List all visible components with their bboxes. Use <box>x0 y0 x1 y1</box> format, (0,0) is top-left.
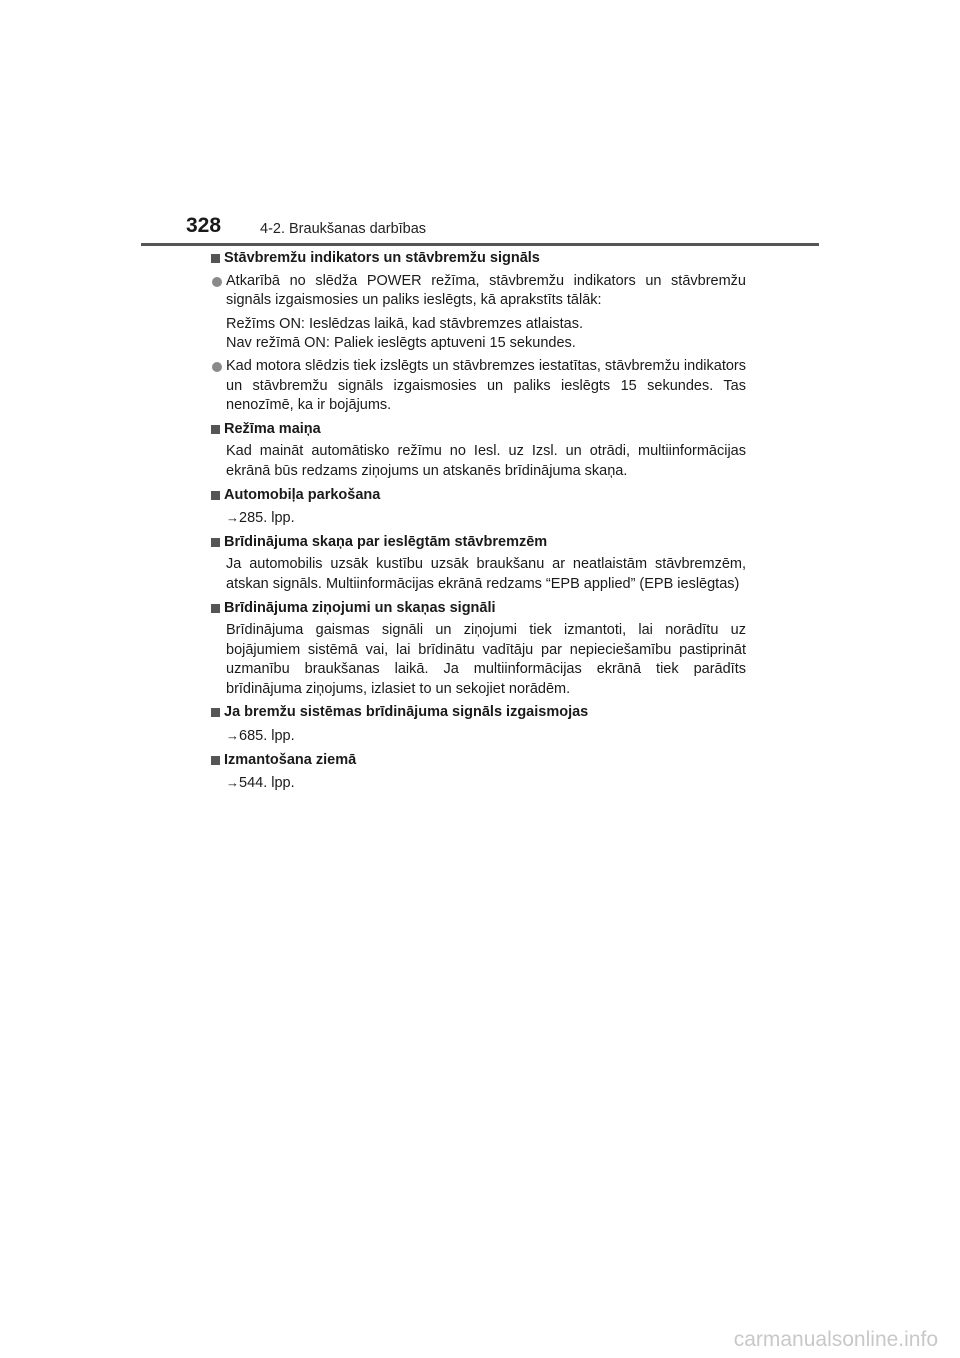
round-bullet-icon <box>212 277 222 287</box>
heading-text: Brīdinājuma ziņojumi un skaņas signāli <box>224 599 496 616</box>
section-text: Brīdinājuma gaismas signāli un ziņojumi tiek izmantoti, lai norādītu uz bojājumiem sistēmā vai, lai brīdinātu vadītāju par nepieciešamību pastiprināt uzmanību braukšanas laikā. Ja multiinformācijas ekrānā tiek parādīts brīdinājuma ziņojums, izlasiet to un sekojiet norādēm. <box>226 622 746 697</box>
section-heading <box>211 703 746 723</box>
heading-text: Režīma maiņa <box>224 420 321 437</box>
page-content <box>211 249 746 794</box>
mode-line: Režīms ON: Ieslēdzas laikā, kad stāvbremzes atlaistas. <box>226 315 583 332</box>
square-bullet-icon <box>211 756 220 765</box>
arrow-icon: → <box>226 510 239 526</box>
square-bullet-icon <box>211 491 220 500</box>
reference-text: 285. lpp. <box>239 510 295 527</box>
section-heading <box>211 249 746 269</box>
reference-text: 544. lpp. <box>239 775 295 792</box>
section-text: Kad maināt automātisko režīmu no Iesl. uz Izsl. un otrādi, multiinformācijas ekrānā būs redzams ziņojums un atskanēs brīdinājuma skaņa. <box>226 443 746 479</box>
page-number: 328 <box>186 214 222 237</box>
page-reference[interactable] <box>211 773 746 794</box>
reference-text: 685. lpp. <box>239 728 295 745</box>
heading-text: Brīdinājuma skaņa par ieslēgtām stāvbremzēm <box>224 533 548 550</box>
mode-line: Nav režīmā ON: Paliek ieslēgts aptuveni 15 sekundes. <box>226 335 576 352</box>
page-reference[interactable] <box>211 726 746 747</box>
square-bullet-icon <box>211 538 220 547</box>
square-bullet-icon <box>211 708 220 717</box>
round-bullet-icon <box>212 362 222 372</box>
arrow-icon: → <box>226 775 239 791</box>
heading-text: Stāvbremžu indikators un stāvbremžu signāls <box>224 250 540 266</box>
header-rule <box>141 243 819 246</box>
section-heading <box>211 599 746 619</box>
bullet-item <box>211 357 746 416</box>
section-text: Ja automobilis uzsāk kustību uzsāk braukšanu ar neatlaistām stāvbremzēm, atskan signāls. Multiinformācijas ekrānā redzams “EPB applied” (EPB ieslēgtas) <box>226 556 746 592</box>
bullet-text: Atkarībā no slēdža POWER režīma, stāvbremžu indikators un stāvbremžu signāls izgaismosies un paliks ieslēgts, kā aprakstīts tālāk: <box>226 272 746 309</box>
heading-text: Ja bremžu sistēmas brīdinājuma signāls izgaismojas <box>224 704 589 721</box>
section-heading <box>211 533 746 553</box>
section-heading <box>211 751 746 771</box>
watermark: carmanualsonline.info <box>733 1328 938 1351</box>
heading-text: Automobiļa parkošana <box>224 486 381 503</box>
section-heading <box>211 420 746 440</box>
bullet-item <box>211 272 746 311</box>
section-heading <box>211 486 746 506</box>
square-bullet-icon <box>211 425 220 434</box>
bullet-text: Kad motora slēdzis tiek izslēgts un stāvbremzes iestatītas, stāvbremžu indikators un stāvbremžu signāls izgaismosies un paliks ieslēgts 15 sekundes. Tas nenozīmē, ka ir bojājums. <box>226 357 746 414</box>
square-bullet-icon <box>211 604 220 613</box>
square-bullet-icon <box>211 254 220 263</box>
page-reference[interactable] <box>211 508 746 529</box>
heading-text: Izmantošana ziemā <box>224 751 357 768</box>
arrow-icon: → <box>226 728 239 744</box>
section-title: 4-2. Braukšanas darbības <box>260 221 427 237</box>
